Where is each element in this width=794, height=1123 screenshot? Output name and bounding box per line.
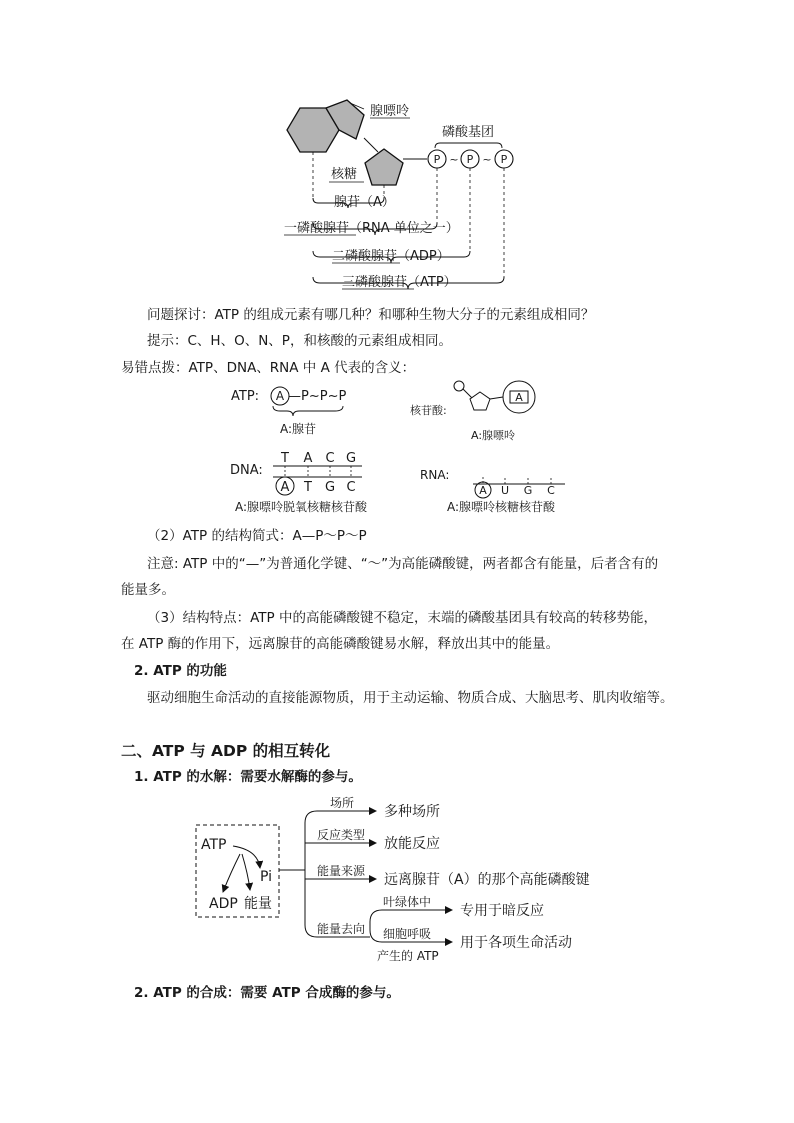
- a-meaning-diagram: [225, 378, 570, 518]
- svg-text:G: G: [345, 451, 357, 466]
- dna-label: DNA:: [230, 463, 263, 478]
- atp-label: 三磷酸腺苷（ATP）: [342, 275, 457, 290]
- svg-text:U: U: [500, 484, 510, 497]
- feature-line-1: （3）结构特点：ATP 中的高能磷酸键不稳定，末端的磷酸基团具有较高的转移势能，: [147, 610, 657, 626]
- branch-location-label: 场所: [330, 796, 355, 810]
- respiration-result: 用于各项生命活动: [460, 935, 572, 951]
- phosphate-3: P: [500, 153, 508, 166]
- nucleotide-caption: A:腺嘌呤: [471, 429, 516, 442]
- branch-location-result: 多种场所: [384, 804, 440, 820]
- atp-node: ATP: [201, 837, 227, 853]
- question-text: 问题探讨：ATP 的组成元素有哪几种？和哪种生物大分子的元素组成相同？: [147, 307, 595, 323]
- function-text: 驱动细胞生命活动的直接能源物质，用于主动运输、物质合成、大脑思考、肌肉收缩等。: [147, 690, 674, 706]
- note-line-1: 注意: ATP 中的“—”为普通化学键、“～”为高能磷酸键，两者都含有能量，后者含有的: [147, 556, 659, 572]
- ribose-label: 核糖: [331, 167, 358, 182]
- svg-text:~: ~: [449, 153, 459, 166]
- feature-line-2: 在 ATP 酶的作用下，远离腺苷的高能磷酸键易水解，释放出其中的能量。: [121, 636, 560, 652]
- amp-label: 一磷酸腺苷（RNA 单位之一）: [284, 221, 459, 236]
- svg-text:A: A: [303, 451, 313, 466]
- svg-text:C: C: [547, 484, 555, 497]
- hint-text: 提示：C、H、O、N、P，和核酸的元素组成相同。: [147, 333, 452, 349]
- respiration-sub-label: 产生的 ATP: [377, 949, 439, 963]
- svg-text:T: T: [304, 480, 312, 495]
- adp-node: ADP: [209, 896, 238, 912]
- atp-structure-diagram: [270, 92, 540, 302]
- svg-text:A: A: [479, 484, 487, 497]
- svg-text:T: T: [281, 451, 289, 466]
- svg-text:C: C: [346, 480, 356, 495]
- branch-destination-label: 能量去向: [317, 922, 366, 936]
- branch-type-result: 放能反应: [384, 836, 440, 852]
- branch-source-label: 能量来源: [317, 864, 366, 878]
- adenosine-label: 腺苷（A）: [334, 195, 395, 210]
- svg-text:A: A: [275, 389, 285, 403]
- svg-text:A: A: [515, 391, 523, 404]
- adenine-label: 腺嘌呤: [370, 104, 410, 119]
- hydrolysis-diagram: [190, 794, 620, 969]
- rna-caption: A:腺嘌呤核糖核苷酸: [447, 500, 556, 514]
- energy-node: 能量: [244, 896, 272, 912]
- section-2-title: 二、ATP 与 ADP 的相互转化: [121, 742, 331, 760]
- hydrolysis-heading: 1. ATP 的水解：需要水解酶的参与。: [134, 769, 362, 785]
- error-prone-text: 易错点拨：ATP、DNA、RNA 中 A 代表的含义：: [121, 360, 416, 376]
- ribose-pentagon: [365, 149, 403, 185]
- note-line-2: 能量多。: [121, 582, 175, 598]
- svg-text:C: C: [325, 451, 335, 466]
- adp-label: 二磷酸腺苷（ADP）: [332, 249, 450, 264]
- function-heading: 2. ATP 的功能: [134, 663, 227, 679]
- svg-text:G: G: [523, 484, 533, 497]
- phosphate-1: P: [433, 153, 441, 166]
- nucleotide-label: 核苷酸:: [410, 404, 447, 417]
- respiration-label: 细胞呼吸: [383, 927, 432, 941]
- phosphate-group-label: 磷酸基团: [442, 125, 495, 140]
- rna-label: RNA:: [420, 468, 450, 482]
- chloroplast-result: 专用于暗反应: [460, 903, 544, 919]
- branch-type-label: 反应类型: [317, 828, 366, 842]
- phosphate-2: P: [466, 153, 474, 166]
- branch-source-result: 远离腺苷（A）的那个高能磷酸键: [384, 872, 590, 888]
- pi-node: Pi: [260, 869, 273, 885]
- chloroplast-label: 叶绿体中: [383, 895, 432, 909]
- atp-a-caption: A:腺苷: [280, 422, 317, 436]
- synthesis-heading: 2. ATP 的合成：需要 ATP 合成酶的参与。: [134, 985, 400, 1001]
- svg-text:~: ~: [482, 153, 492, 166]
- atp-formula-chain: —P~P~P: [288, 389, 347, 404]
- atp-formula-label: ATP:: [231, 389, 260, 404]
- dna-caption: A:腺嘌呤脱氧核糖核苷酸: [235, 500, 368, 514]
- svg-text:A: A: [280, 480, 290, 495]
- svg-text:G: G: [324, 480, 336, 495]
- formula-text: （2）ATP 的结构简式：A—P～P～P: [147, 528, 367, 544]
